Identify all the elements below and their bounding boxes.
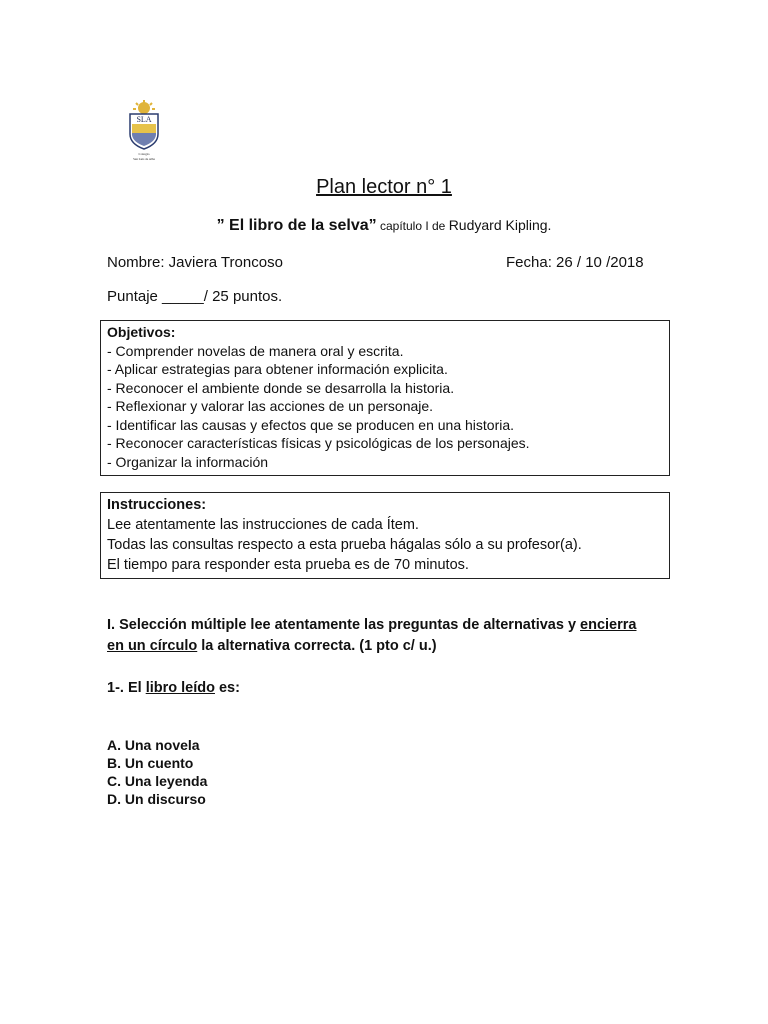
instruction-item: Todas las consultas respecto a esta prueba hágalas sólo a su profesor(a). bbox=[107, 537, 582, 553]
section-text-1: I. Selección múltiple lee atentamente las preguntas de alternativas y bbox=[107, 617, 581, 633]
score-field: Puntaje _____/ 25 puntos. bbox=[107, 288, 283, 305]
question-suffix: es: bbox=[214, 680, 240, 696]
date-field: Fecha: 26 / 10 /2018 bbox=[506, 254, 644, 271]
instruction-item: El tiempo para responder esta prueba es de 70 minutos. bbox=[107, 557, 469, 573]
author-name: Rudyard Kipling. bbox=[448, 217, 552, 233]
school-crest-icon bbox=[124, 100, 164, 162]
section-text-3: en un círculo bbox=[107, 638, 198, 654]
book-line bbox=[0, 217, 768, 235]
instruction-item: Lee atentamente las instrucciones de cada Ítem. bbox=[107, 517, 419, 533]
instructions-heading: Instrucciones: bbox=[107, 497, 207, 513]
objectives-heading: Objetivos: bbox=[107, 324, 176, 340]
section-text-4: la alternativa correcta. (1 pto c/ u.) bbox=[197, 638, 437, 654]
objective-item: - Identificar las causas y efectos que se producen en una historia. bbox=[107, 416, 515, 433]
objective-item: - Reconocer características físicas y psicológicas de los personajes. bbox=[107, 435, 530, 451]
section-text-2: encierra bbox=[580, 617, 637, 633]
option-a[interactable]: A. Una novela bbox=[107, 737, 200, 753]
svg-text:San Luis de Alba: San Luis de Alba bbox=[133, 157, 155, 161]
svg-text:SLA: SLA bbox=[136, 115, 152, 124]
instructions-box bbox=[100, 492, 670, 579]
svg-text:Colegio: Colegio bbox=[138, 152, 150, 156]
option-c[interactable]: C. Una leyenda bbox=[107, 773, 208, 789]
objective-item: - Comprender novelas de manera oral y escrita. bbox=[107, 342, 404, 359]
question-1-options bbox=[107, 736, 207, 808]
question-prefix: 1-. El bbox=[107, 680, 146, 696]
question-1 bbox=[107, 678, 240, 699]
option-b[interactable]: B. Un cuento bbox=[107, 755, 194, 771]
school-logo bbox=[124, 100, 164, 162]
section-heading bbox=[107, 615, 667, 657]
question-underlined: libro leído bbox=[145, 680, 215, 696]
page-title: Plan lector n° 1 bbox=[316, 176, 452, 198]
objective-item: - Reflexionar y valorar las acciones de un personaje. bbox=[107, 398, 434, 414]
name-field: Nombre: Javiera Troncoso bbox=[107, 254, 283, 271]
objectives-box bbox=[100, 320, 670, 476]
objective-item: - Organizar la información bbox=[107, 453, 269, 470]
objective-item: - Aplicar estrategias para obtener información explicita. bbox=[107, 361, 448, 377]
chapter-text: capítulo I de bbox=[376, 219, 449, 233]
book-title: ” El libro de la selva” bbox=[216, 217, 377, 234]
option-d[interactable]: D. Un discurso bbox=[107, 791, 206, 807]
objective-item: - Reconocer el ambiente donde se desarrolla la historia. bbox=[107, 379, 455, 396]
